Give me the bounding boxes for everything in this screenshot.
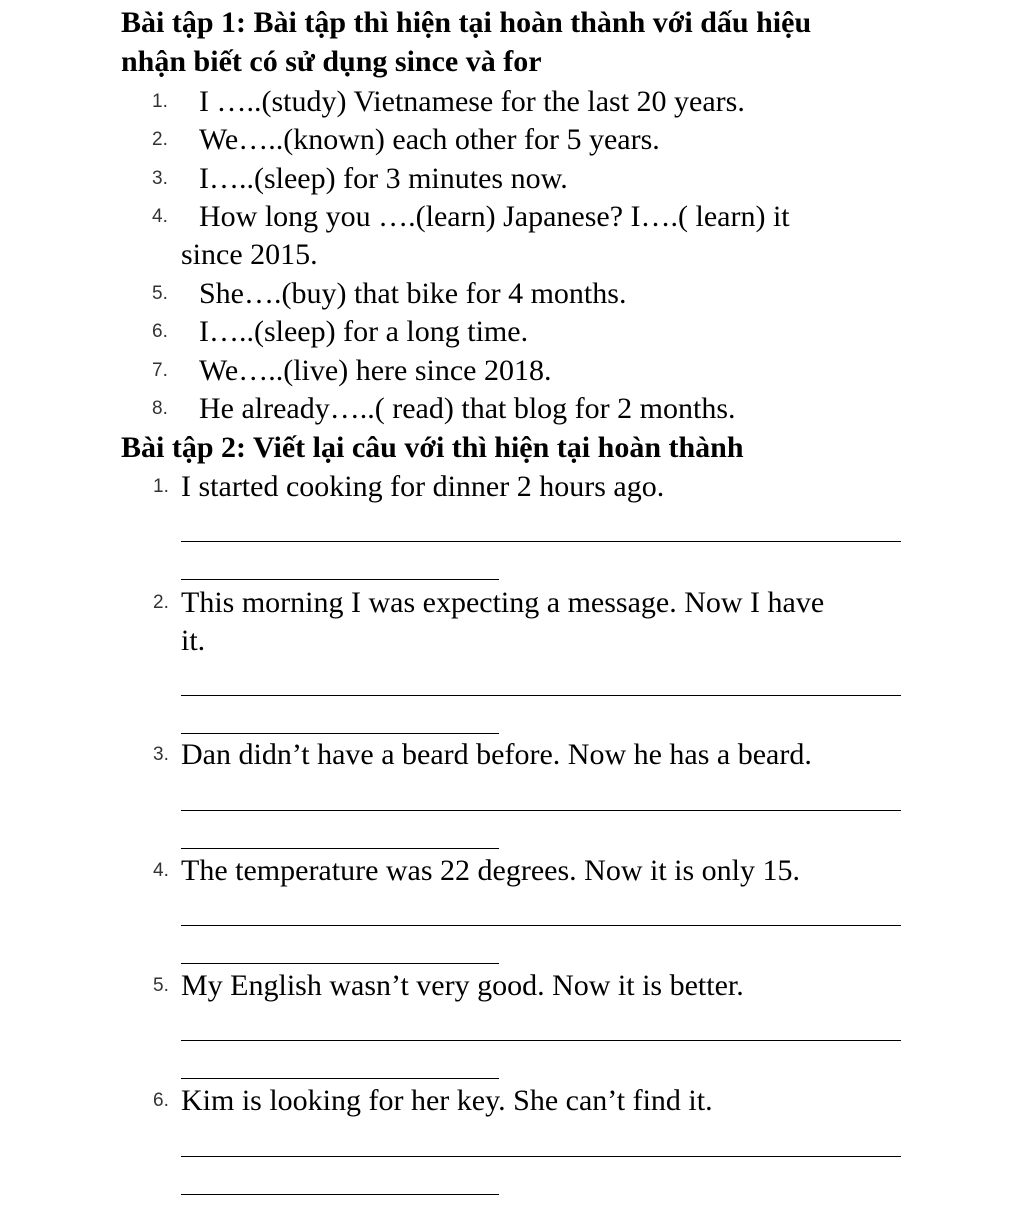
item-text: We…..(known) each other for 5 years.	[199, 123, 660, 156]
item-text: She….(buy) that bike for 4 months.	[199, 277, 627, 310]
item-text: Dan didn’t have a beard before. Now he has a beard.	[181, 738, 812, 771]
item-text: I…..(sleep) for 3 minutes now.	[199, 162, 568, 195]
answer-line	[181, 925, 901, 926]
answer-line	[181, 1156, 901, 1157]
answer-line	[181, 579, 499, 580]
item-text: He already…..( read) that blog for 2 months.	[199, 392, 736, 425]
item-text: Kim is looking for her key. She can’t find it.	[181, 1084, 713, 1117]
answer-line	[181, 695, 901, 696]
item-number: 8.	[152, 398, 168, 419]
answer-line	[181, 1040, 901, 1041]
item-number: 5.	[152, 283, 168, 304]
item-text: My English wasn’t very good. Now it is better.	[181, 969, 744, 1002]
item-text: I…..(sleep) for a long time.	[199, 315, 529, 348]
item-number: 4.	[153, 860, 169, 881]
item-number: 3.	[153, 744, 169, 765]
answer-line	[181, 810, 901, 811]
answer-line	[181, 1194, 499, 1195]
item-text-continuation: since 2015.	[181, 238, 318, 271]
exercise2-title: Bài tập 2: Viết lại câu với thì hiện tại hoàn thành	[121, 431, 744, 464]
item-number: 7.	[152, 360, 168, 381]
item-text: We…..(live) here since 2018.	[199, 354, 552, 387]
item-number: 2.	[153, 592, 169, 613]
item-number: 1.	[153, 476, 169, 497]
item-text: I …..(study) Vietnamese for the last 20 years.	[199, 85, 745, 118]
answer-line	[181, 541, 901, 542]
item-number: 5.	[153, 975, 169, 996]
answer-line	[181, 963, 499, 964]
item-number: 6.	[153, 1090, 169, 1111]
item-number: 3.	[152, 168, 168, 189]
item-text: I started cooking for dinner 2 hours ago.	[181, 470, 665, 503]
item-text: This morning I was expecting a message. Now I have	[181, 586, 825, 619]
item-text-continuation: it.	[181, 624, 206, 657]
item-text: How long you ….(learn) Japanese? I….( learn) it	[199, 200, 790, 233]
answer-line	[181, 733, 499, 734]
item-number: 1.	[152, 91, 168, 112]
item-number: 2.	[152, 129, 168, 150]
answer-line	[181, 1078, 499, 1079]
exercise1-title-line1: Bài tập 1: Bài tập thì hiện tại hoàn thành với dấu hiệu	[121, 6, 812, 39]
item-text: The temperature was 22 degrees. Now it is only 15.	[181, 854, 800, 887]
item-number: 6.	[152, 321, 168, 342]
item-number: 4.	[152, 206, 168, 227]
answer-line	[181, 848, 499, 849]
exercise1-title-line2: nhận biết có sử dụng since và for	[121, 45, 542, 78]
